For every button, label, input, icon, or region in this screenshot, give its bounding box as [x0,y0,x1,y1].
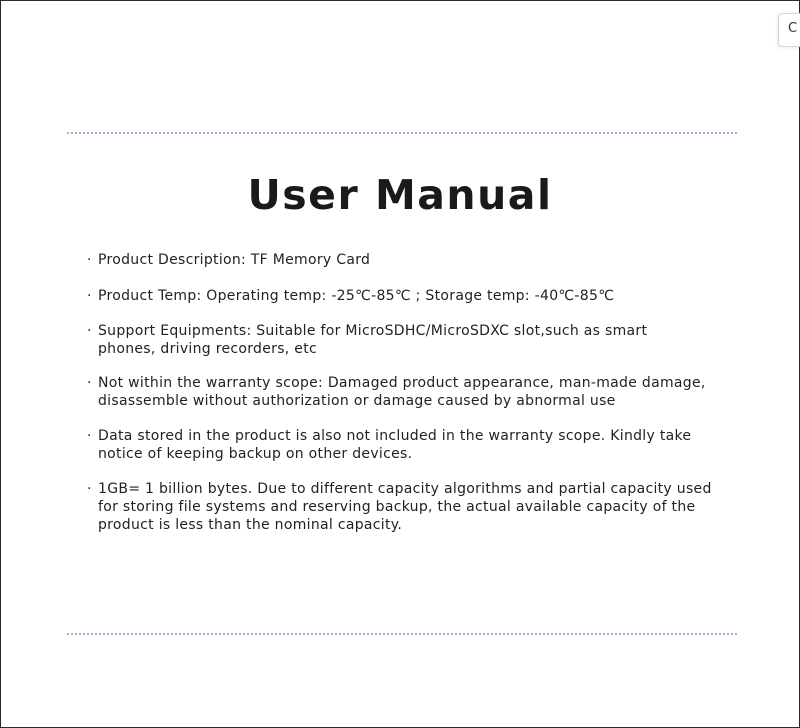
list-item-text: Product Temp: Operating temp: -25℃-85℃ ; Storage temp: -40℃-85℃ [98,288,615,304]
list-item-text: 1GB= 1 billion bytes. Due to different capacity algorithms and partial capacity used for storing file systems and reserving backup, the actual available capacity of the product is less than the nominal capacity. [98,481,712,533]
corner-tab-icon[interactable]: C [788,21,798,36]
bullet-icon: · [87,288,92,304]
list-item [87,287,747,305]
list-item-text: Not within the warranty scope: Damaged product appearance, man-made damage, disassemble without authorization or damage caused by abnormal use [98,375,706,409]
bullet-icon: · [87,252,92,268]
list-item [87,322,747,358]
top-dotted-divider [67,132,737,134]
list-item [87,480,747,534]
bullet-icon: · [87,428,92,444]
list-item [87,427,747,463]
page-title: User Manual [247,171,553,219]
bullet-icon: · [87,481,92,497]
list-item [87,374,747,410]
list-item [87,251,747,269]
list-item-text: Data stored in the product is also not included in the warranty scope. Kindly take notice of keeping backup on other devices. [98,428,692,462]
list-item-text: Product Description: TF Memory Card [98,252,371,268]
bullet-icon: · [87,375,92,391]
corner-tab[interactable] [778,13,800,47]
list-item-text: Support Equipments: Suitable for MicroSDHC/MicroSDXC slot,such as smart phones, driving recorders, etc [98,323,648,357]
bullet-icon: · [87,323,92,339]
bottom-dotted-divider [67,633,737,635]
